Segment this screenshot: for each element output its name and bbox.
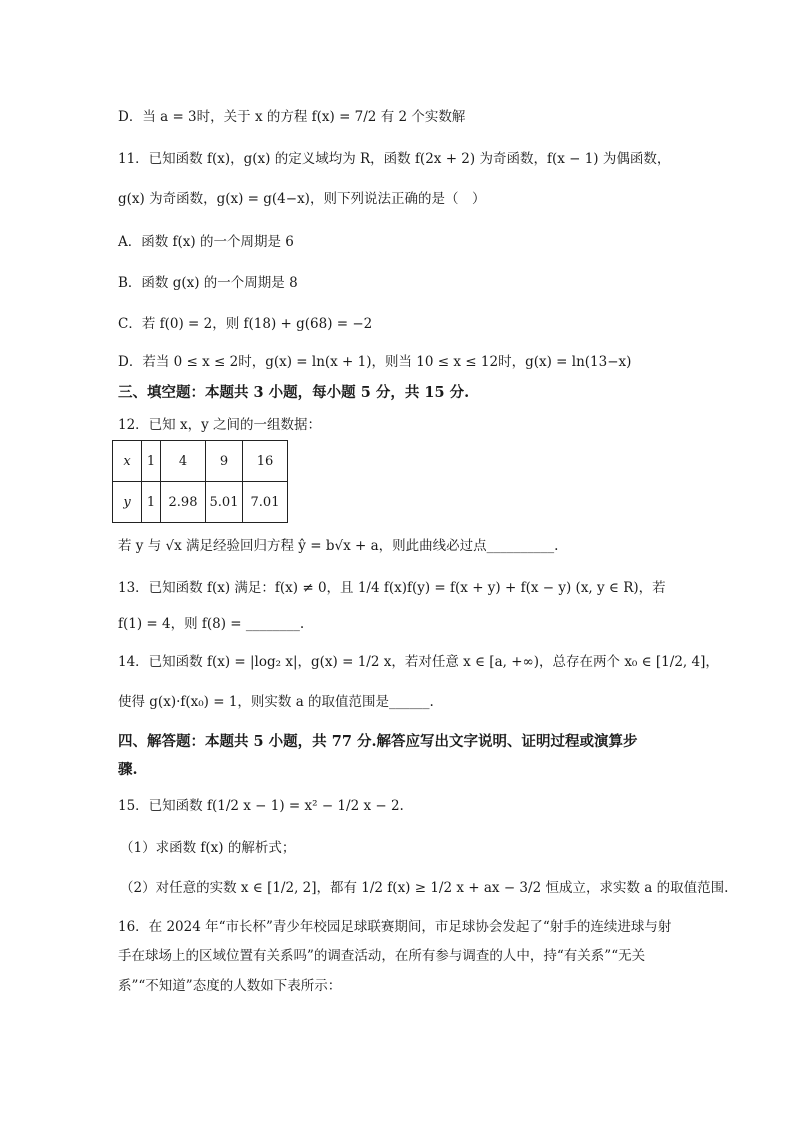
table-cell: 1 xyxy=(142,482,161,523)
question-13-line-2: f(1) = 4，则 f(8) = ________. xyxy=(118,616,305,632)
question-12-intro: 12．已知 x，y 之间的一组数据： xyxy=(118,417,322,433)
option-c-q11: C．若 f(0) = 2，则 f(18) + g(68) = −2 xyxy=(118,316,373,332)
question-16-line-3: 系”“不知道”态度的人数如下表所示： xyxy=(118,978,342,994)
question-15-stem: 15．已知函数 f(1/2 x − 1) = x² − 1/2 x − 2. xyxy=(118,798,404,814)
question-15-part-2: （2）对任意的实数 x ∈ [1/2, 2]，都有 1/2 f(x) ≥ 1/2 x + ax − 3/2 恒成立，求实数 a 的取值范围. xyxy=(120,880,729,896)
option-d-q11: D．若当 0 ≤ x ≤ 2时，g(x) = ln(x + 1)，则当 10 ≤ x ≤ 12时，g(x) = ln(13−x) xyxy=(118,354,632,370)
question-12-body: 若 y 与 √x 满足经验回归方程 ŷ = b√x + a，则此曲线必过点__________. xyxy=(118,538,559,554)
table-cell: x xyxy=(113,441,142,482)
question-16-line-2: 手在球场上的区域位置有关系吗”的调查活动，在所有参与调查的人中，持“有关系”“无关 xyxy=(118,948,646,964)
question-13-line-1: 13．已知函数 f(x) 满足：f(x) ≠ 0，且 1/4 f(x)f(y) = f(x + y) + f(x − y) (x, y ∈ R)，若 xyxy=(118,580,666,596)
option-b-q11: B．函数 g(x) 的一个周期是 8 xyxy=(118,275,298,291)
table-cell: y xyxy=(113,482,142,523)
question-11-line-2: g(x) 为奇函数，g(x) = g(4−x)，则下列说法正确的是（ ） xyxy=(118,191,486,207)
table-cell: 1 xyxy=(142,441,161,482)
question-16-line-1: 16．在 2024 年“市长杯”青少年校园足球联赛期间，市足球协会发起了“射手的连续进球与射 xyxy=(118,919,672,935)
table-cell: 2.98 xyxy=(161,482,206,523)
table-cell: 5.01 xyxy=(206,482,243,523)
section-4-heading: 四、解答题：本题共 5 小题，共 77 分.解答应写出文字说明、证明过程或演算步 xyxy=(118,733,638,750)
option-a-q11: A．函数 f(x) 的一个周期是 6 xyxy=(118,234,294,250)
section-4-heading-cont: 骤. xyxy=(118,761,138,778)
table-cell: 9 xyxy=(206,441,243,482)
table-cell: 16 xyxy=(243,441,288,482)
table-row xyxy=(113,441,288,482)
option-d-q10: D．当 a = 3时，关于 x 的方程 f(x) = 7/2 有 2 个实数解 xyxy=(118,109,466,125)
table-row xyxy=(113,482,288,523)
table-cell: 4 xyxy=(161,441,206,482)
data-table xyxy=(112,440,288,523)
question-14-line-2: 使得 g(x)·f(x₀) = 1，则实数 a 的取值范围是______. xyxy=(118,694,434,710)
question-15-part-1: （1）求函数 f(x) 的解析式； xyxy=(120,840,296,856)
section-3-heading: 三、填空题：本题共 3 小题，每小题 5 分，共 15 分. xyxy=(118,384,470,401)
question-11-line-1: 11．已知函数 f(x)，g(x) 的定义域均为 R，函数 f(2x + 2) 为奇函数，f(x − 1) 为偶函数， xyxy=(118,151,671,167)
question-14-line-1: 14．已知函数 f(x) = |log₂ x|，g(x) = 1/2 x，若对任意 x ∈ [a, +∞)，总存在两个 x₀ ∈ [1/2, 4]， xyxy=(118,654,719,670)
table-cell: 7.01 xyxy=(243,482,288,523)
